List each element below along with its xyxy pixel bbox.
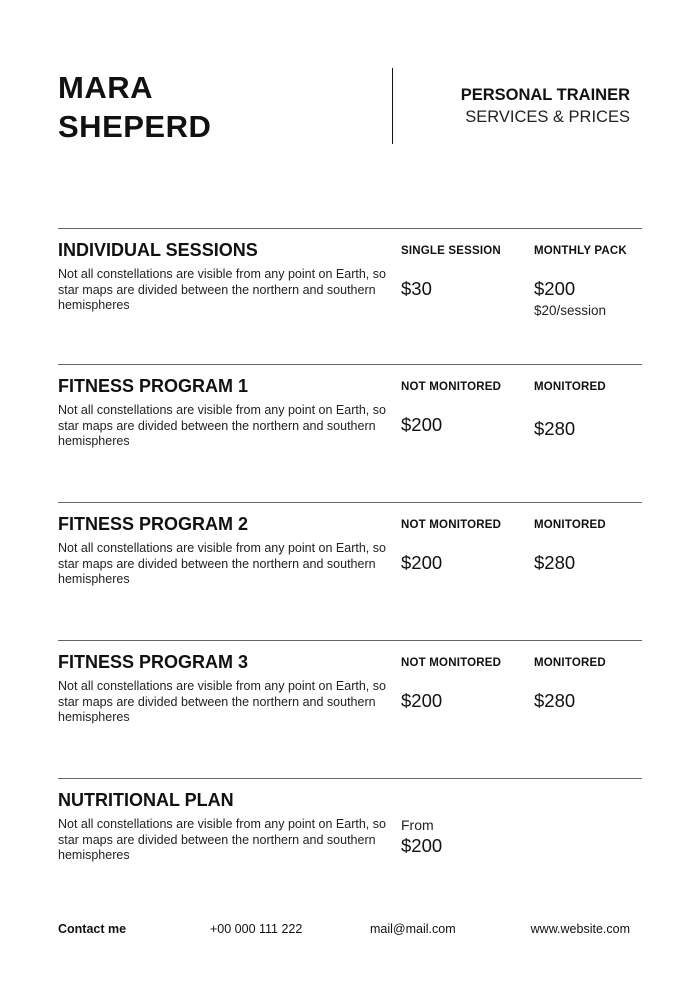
role-block xyxy=(461,84,630,128)
column-label: MONITORED xyxy=(534,519,606,531)
section-title: FITNESS PROGRAM 1 xyxy=(58,376,249,396)
section-individual-sessions xyxy=(58,228,642,365)
section-description: Not all constellations are visible from any point on Earth, so star maps are divided between the northern and southern hemispheres xyxy=(58,267,386,312)
email-address: mail@mail.com xyxy=(370,922,456,936)
role-title: PERSONAL TRAINER xyxy=(460,86,630,104)
name-first: MARA xyxy=(58,70,153,105)
website-address: www.website.com xyxy=(530,922,630,936)
price-column-from xyxy=(401,795,442,857)
section-description: Not all constellations are visible from any point on Earth, so star maps are divided between the northern and southern hemispheres xyxy=(58,679,386,724)
price-column-monthly xyxy=(534,244,627,319)
footer xyxy=(58,922,630,940)
price-value: $280 xyxy=(534,690,576,711)
section-description: Not all constellations are visible from any point on Earth, so star maps are divided between the northern and southern hemispheres xyxy=(58,541,386,586)
section-title: FITNESS PROGRAM 2 xyxy=(58,514,249,534)
price-column-monitored xyxy=(534,380,606,440)
section-title: NUTRITIONAL PLAN xyxy=(58,790,234,810)
column-label: MONTHLY PACK xyxy=(534,245,627,257)
price-value: $280 xyxy=(534,418,576,439)
section-description: Not all constellations are visible from any point on Earth, so star maps are divided between the northern and southern hemispheres xyxy=(58,817,386,862)
section-fitness-program-2 xyxy=(58,502,642,641)
price-value: $200 xyxy=(401,835,443,856)
price-value: $200 xyxy=(401,552,443,573)
column-label: NOT MONITORED xyxy=(401,657,502,669)
phone-number: +00 000 111 222 xyxy=(210,922,303,936)
column-label: SINGLE SESSION xyxy=(401,245,501,257)
price-column-not-monitored xyxy=(401,380,501,436)
price-column-monitored xyxy=(534,518,606,574)
column-label: MONITORED xyxy=(534,657,606,669)
price-note: $20/session xyxy=(534,303,607,318)
price-value: $200 xyxy=(401,414,443,435)
column-label: MONITORED xyxy=(534,381,606,393)
price-value: $280 xyxy=(534,552,576,573)
price-column-not-monitored xyxy=(401,656,501,712)
section-description: Not all constellations are visible from any point on Earth, so star maps are divided between the northern and southern hemispheres xyxy=(58,403,386,448)
name-last: SHEPERD xyxy=(58,109,212,144)
from-label: From xyxy=(401,817,434,833)
section-title: INDIVIDUAL SESSIONS xyxy=(58,240,258,260)
section-title: FITNESS PROGRAM 3 xyxy=(58,652,249,672)
section-nutritional-plan xyxy=(58,778,642,889)
contact-label: Contact me xyxy=(58,922,127,936)
role-subtitle: SERVICES & PRICES xyxy=(465,108,630,126)
price-column-single xyxy=(401,244,501,300)
section-fitness-program-1 xyxy=(58,364,642,503)
price-value: $200 xyxy=(534,278,576,299)
section-fitness-program-3 xyxy=(58,640,642,779)
price-column-not-monitored xyxy=(401,518,501,574)
price-value: $200 xyxy=(401,690,443,711)
trainer-name xyxy=(58,68,211,146)
price-column-monitored xyxy=(534,656,606,712)
price-value: $30 xyxy=(401,278,432,299)
column-label: NOT MONITORED xyxy=(401,519,502,531)
header-divider xyxy=(392,68,393,144)
column-label: NOT MONITORED xyxy=(401,381,502,393)
